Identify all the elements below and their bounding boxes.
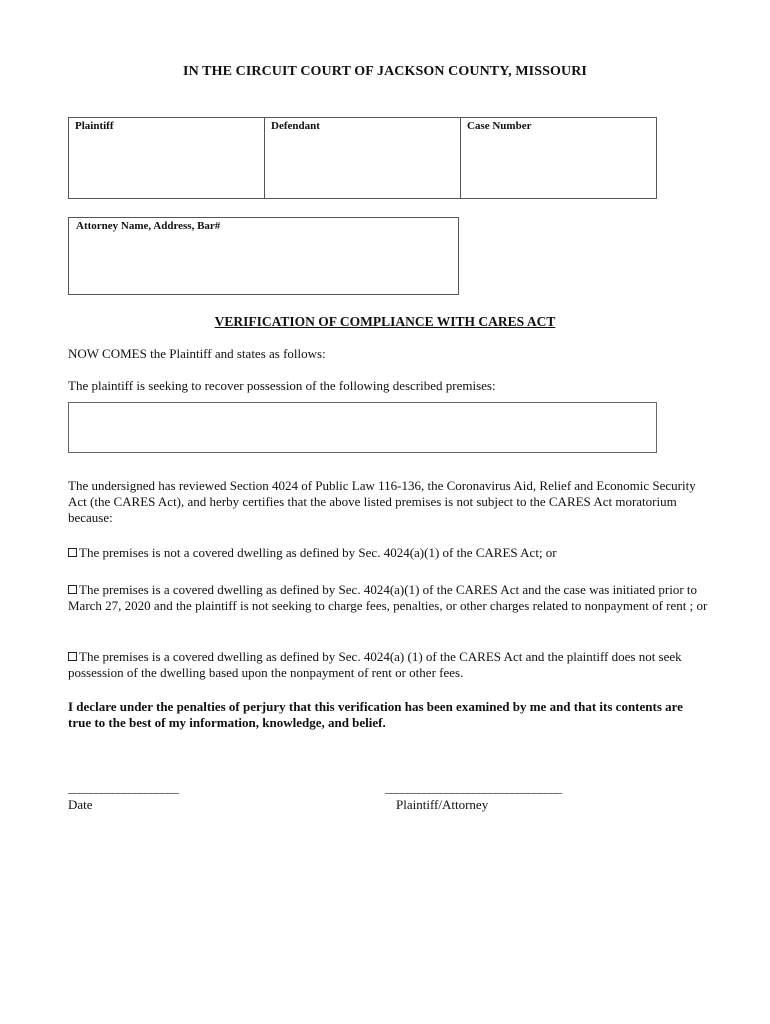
premises-field[interactable] xyxy=(68,402,657,453)
option-3-checkbox[interactable] xyxy=(68,652,77,661)
option-2-text: The premises is a covered dwelling as defined by Sec. 4024(a)(1) of the CARES Act and the case was initiated prior to March 27, 2020 and the plaintiff is not seeking to charge fees, penalties, or other charges related to nonpayment of rent ; or xyxy=(68,582,708,613)
premises-prompt: The plaintiff is seeking to recover possession of the following described premises: xyxy=(68,378,496,393)
option-not-covered xyxy=(68,545,708,561)
date-label: Date xyxy=(68,797,93,812)
case-number-field[interactable] xyxy=(461,118,656,198)
signer-signature-line[interactable]: ________________________________ xyxy=(385,780,561,795)
defendant-label: Defendant xyxy=(271,120,320,132)
document-heading: VERIFICATION OF COMPLIANCE WITH CARES ACT xyxy=(214,314,556,329)
plaintiff-field[interactable] xyxy=(69,118,265,198)
option-1-checkbox[interactable] xyxy=(68,548,77,557)
intro-text: NOW COMES the Plaintiff and states as follows: xyxy=(68,346,326,361)
signer-label: Plaintiff/Attorney xyxy=(396,797,489,812)
certification-text: The undersigned has reviewed Section 4024 of Public Law 116-136, the Coronavirus Aid, Relief and Economic Security Act (the CARES Act), and herby certifies that the above listed premises is not subject to the CARES Act moratorium because: xyxy=(68,478,696,525)
option-2-checkbox[interactable] xyxy=(68,585,77,594)
case-number-label: Case Number xyxy=(467,120,532,132)
defendant-field[interactable] xyxy=(265,118,461,198)
court-title: IN THE CIRCUIT COURT OF JACKSON COUNTY, MISSOURI xyxy=(183,64,587,79)
caption-table xyxy=(68,117,657,199)
option-1-text: The premises is not a covered dwelling as defined by Sec. 4024(a)(1) of the CARES Act; or xyxy=(79,545,557,560)
option-pre-march xyxy=(68,582,708,614)
plaintiff-label: Plaintiff xyxy=(75,120,114,132)
option-no-nonpayment xyxy=(68,649,708,681)
date-signature-line[interactable]: ____________________ xyxy=(68,780,178,795)
attorney-field[interactable] xyxy=(68,217,459,295)
option-3-text: The premises is a covered dwelling as defined by Sec. 4024(a) (1) of the CARES Act and the plaintiff does not seek possession of the dwelling based upon the nonpayment of rent or other fees. xyxy=(68,649,682,680)
attorney-label: Attorney Name, Address, Bar# xyxy=(76,220,221,232)
perjury-declaration: I declare under the penalties of perjury that this verification has been examined by me and that its contents are true to the best of my information, knowledge, and belief. xyxy=(68,699,683,730)
